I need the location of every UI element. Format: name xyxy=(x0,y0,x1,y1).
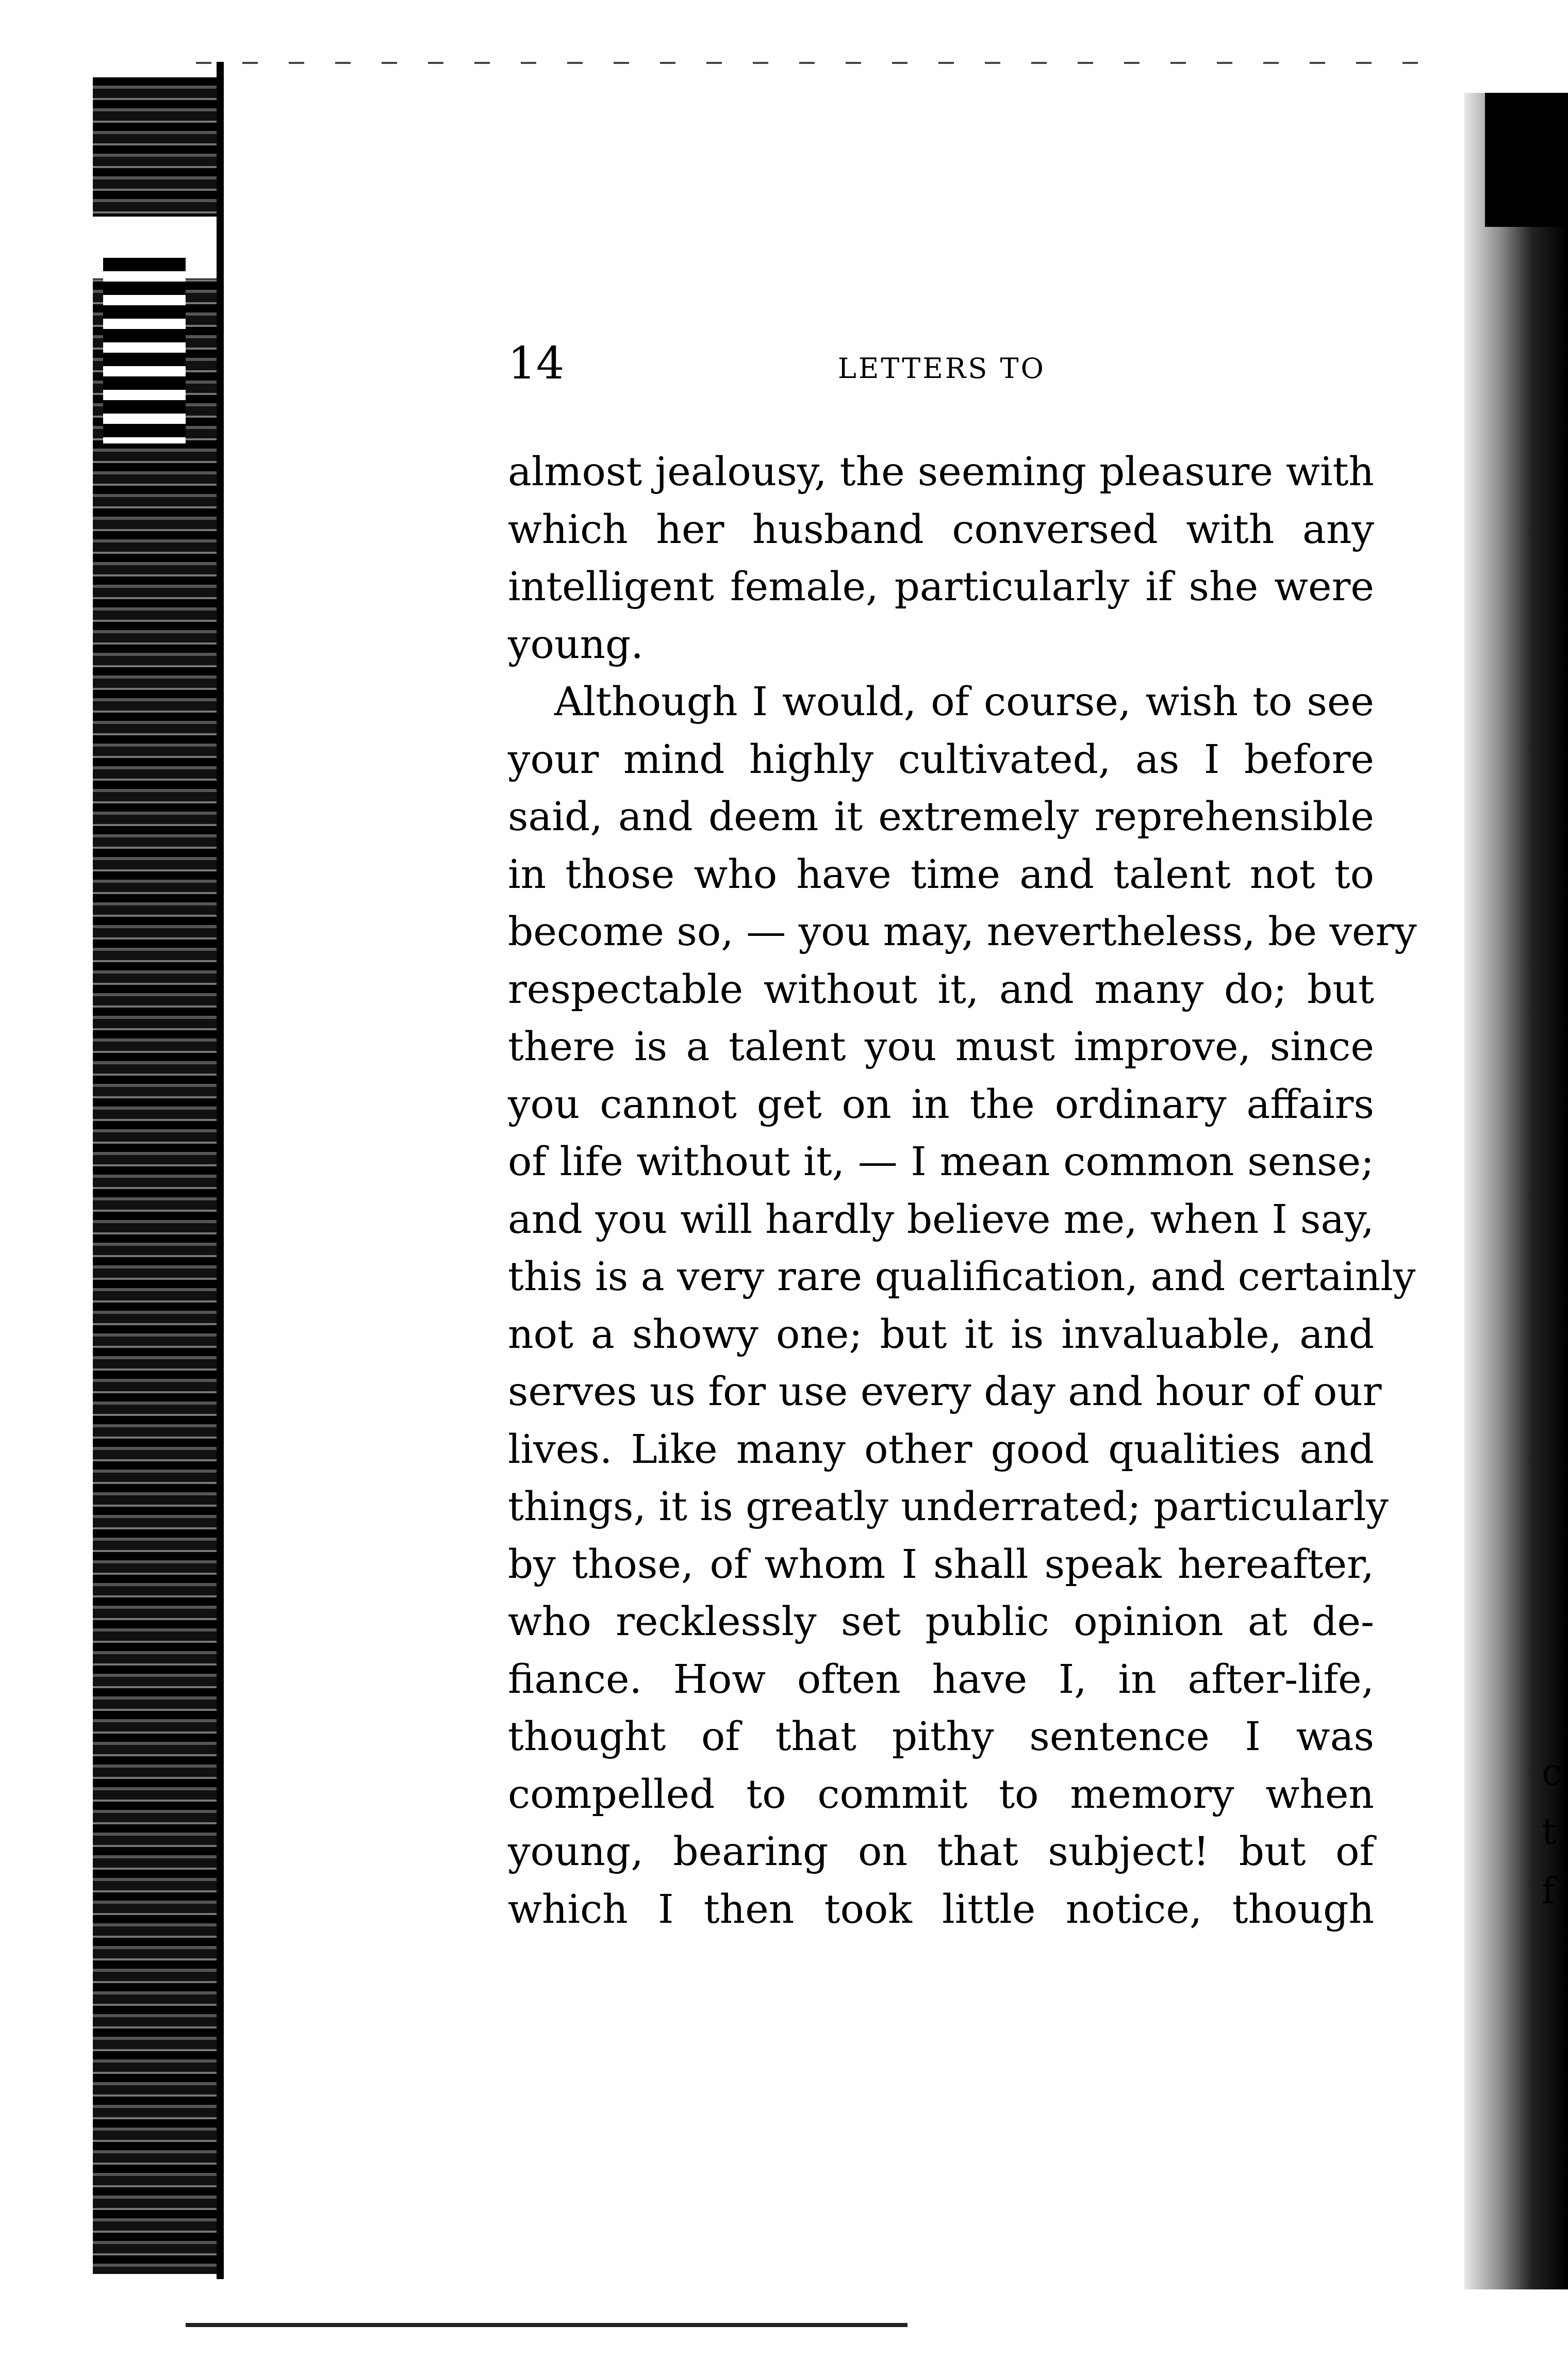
text-line: not a showy one; but it is invaluable, and xyxy=(508,1311,1374,1358)
text-line: young, bearing on that subject! but of xyxy=(508,1829,1374,1875)
text-line: Although I would, of course, wish to see xyxy=(554,679,1374,725)
body-text xyxy=(508,443,1417,1938)
page-number: 14 xyxy=(508,338,565,389)
next-page-bleed xyxy=(1542,1743,1568,1921)
binding-marks xyxy=(103,258,186,443)
text-line: of life without it, — I mean common sense; xyxy=(508,1139,1374,1185)
top-edge-rule xyxy=(196,62,1433,64)
text-line: said, and deem it extremely reprehensible xyxy=(508,794,1374,840)
text-line: in those who have time and talent not to xyxy=(508,851,1374,898)
text-line: this is a very rare qualification, and certainly xyxy=(508,1254,1416,1300)
edge-glyph: c xyxy=(1542,1751,1562,1793)
text-line: almost jealousy, the seeming pleasure with xyxy=(508,449,1374,495)
edge-glyph: f xyxy=(1542,1870,1555,1912)
text-line: become so, — you may, nevertheless, be very xyxy=(508,909,1417,955)
text-line: there is a talent you must improve, since xyxy=(508,1024,1374,1070)
text-line: and you will hardly believe me, when I say, xyxy=(508,1196,1374,1243)
text-line: intelligent female, particularly if she were xyxy=(508,564,1374,610)
text-line: respectable without it, and many do; but xyxy=(508,966,1374,1013)
text-line: things, it is greatly underrated; particularly xyxy=(508,1484,1389,1530)
text-line: thought of that pithy sentence I was xyxy=(508,1714,1374,1760)
text-line: serves us for use every day and hour of our xyxy=(508,1369,1382,1415)
text-line: young. xyxy=(508,621,643,668)
text-line: who recklessly set public opinion at de- xyxy=(508,1599,1374,1645)
binding-line xyxy=(217,62,224,2279)
text-line: fiance. How often have I, in after-life, xyxy=(508,1656,1374,1703)
bottom-edge-rule xyxy=(186,2323,907,2327)
running-title: LETTERS TO xyxy=(838,352,1046,385)
right-page-edge-dark xyxy=(1485,93,1568,227)
text-line: compelled to commit to memory when xyxy=(508,1771,1374,1818)
right-page-edge xyxy=(1464,93,1568,2289)
text-line: which her husband conversed with any xyxy=(508,506,1374,553)
edge-glyph: t xyxy=(1542,1810,1557,1853)
text-line: lives. Like many other good qualities and xyxy=(508,1426,1374,1473)
text-line: which I then took little notice, though xyxy=(508,1886,1374,1933)
text-line: your mind highly cultivated, as I before xyxy=(508,736,1374,783)
text-line: by those, of whom I shall speak hereafter, xyxy=(508,1541,1374,1588)
text-line: you cannot get on in the ordinary affairs xyxy=(508,1081,1374,1128)
page-header xyxy=(508,333,1384,394)
